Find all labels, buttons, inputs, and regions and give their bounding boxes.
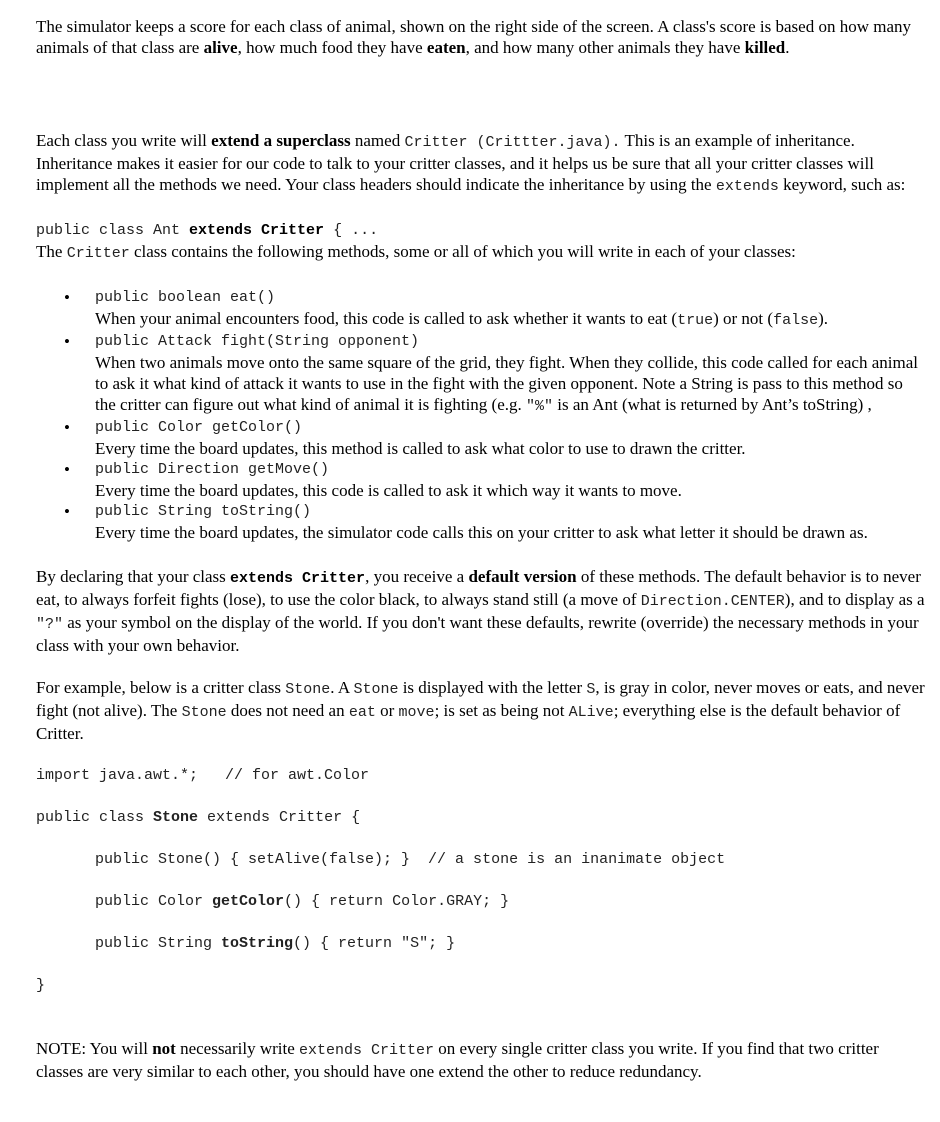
bold-alive: alive bbox=[203, 38, 238, 57]
stone-paragraph: For example, below is a critter class Stone. A Stone is displayed with the letter S, is gray in color, never moves or eats, and never fight (not alive). The Stone does not need an eat or move; is set as being not ALive; everything else is the default behavior of Critter. bbox=[36, 678, 925, 743]
note-paragraph: NOTE: You will not necessarily write extends Critter on every single critter class you write. If you find that two critter classes are very similar to each other, you should have one extend the other to reduce redundancy. bbox=[36, 1039, 879, 1081]
code: public class Ant bbox=[36, 222, 190, 239]
method-signature: public String toString() bbox=[95, 503, 312, 520]
text: , how much food they have bbox=[237, 38, 427, 57]
code-question: "?" bbox=[36, 616, 64, 633]
inheritance-paragraph bbox=[36, 130, 926, 197]
code-true: true bbox=[677, 312, 714, 329]
code-line-close: } bbox=[36, 977, 46, 994]
method-description: Every time the board updates, the simulator code calls this on your critter to ask what letter it should be drawn as. bbox=[95, 523, 868, 542]
code-line-constructor: public Stone() { setAlive(false); } // a stone is an inanimate object bbox=[95, 851, 726, 868]
code-line-class: public class Stone extends Critter { bbox=[36, 809, 361, 826]
code-critter: Critter bbox=[66, 245, 130, 262]
code-extends: extends bbox=[715, 178, 779, 195]
text: keyword, such as: bbox=[778, 175, 906, 194]
list-item bbox=[36, 287, 926, 331]
text: , and how many other animals they have bbox=[465, 38, 745, 57]
text: class contains the following methods, some or all of which you will write in each of your classes: bbox=[129, 242, 796, 261]
document bbox=[36, 16, 926, 1082]
code-bold: extends Critter bbox=[189, 222, 325, 239]
text: . bbox=[785, 38, 790, 57]
method-description: When your animal encounters food, this code is called to ask whether it wants to eat (true) or not (false). bbox=[95, 309, 828, 329]
bold-killed: killed bbox=[744, 38, 786, 57]
stone-code-block bbox=[36, 765, 926, 996]
list-item bbox=[36, 417, 926, 459]
bold-not: not bbox=[152, 1039, 176, 1058]
list-item bbox=[36, 501, 926, 543]
method-signature: public Color getColor() bbox=[95, 419, 303, 436]
code-line-getcolor: public Color getColor() { return Color.GRAY; } bbox=[95, 893, 510, 910]
methods-intro bbox=[36, 241, 926, 264]
code-line-tostring: public String toString() { return "S"; } bbox=[95, 935, 456, 952]
code-critter-file: Critter (Crittter.java). bbox=[404, 134, 621, 151]
code-percent: "%" bbox=[526, 398, 554, 415]
code-direction-center: Direction.CENTER bbox=[640, 593, 785, 610]
bullet-icon: • bbox=[64, 418, 70, 437]
text: The simulator keeps a score for each class of animal, shown on the right side of the screen. A class's score is based on how many animals of that class are bbox=[36, 17, 912, 57]
text: The bbox=[36, 242, 67, 261]
bold-eaten: eaten bbox=[426, 38, 466, 57]
method-description: Every time the board updates, this code is called to ask it which way it wants to move. bbox=[95, 481, 682, 500]
bullet-icon: • bbox=[64, 288, 70, 307]
method-signature: public Direction getMove() bbox=[95, 461, 330, 478]
code: { ... bbox=[324, 222, 379, 239]
defaults-paragraph: By declaring that your class extends Critter, you receive a default version of these methods. The default behavior is to never eat, to always forfeit fights (lose), to use the color black, to always stand still (a move of Direction.CENTER), and to display as a "?" as your symbol on the display of the world. If you don't want these defaults, rewrite (override) the necessary methods in your class with your own behavior. bbox=[36, 567, 925, 655]
method-signature: public Attack fight(String opponent) bbox=[95, 333, 420, 350]
code-bold: extends Critter bbox=[230, 570, 366, 587]
code-line-import: import java.awt.*; // for awt.Color bbox=[36, 767, 370, 784]
bullet-icon: • bbox=[64, 502, 70, 521]
method-signature: public boolean eat() bbox=[95, 289, 276, 306]
text: This is an example of inheritance. Inheritance makes it easier for our code to talk to your critter classes, and it helps us be sure that all your critter classes will implement all the methods we need. Your class headers should indicate the inheritance by using the bbox=[36, 131, 874, 194]
text: named bbox=[350, 131, 405, 150]
text: Each class you write will bbox=[36, 131, 212, 150]
bold-extend-superclass: extend a superclass bbox=[211, 131, 351, 150]
method-description: Every time the board updates, this method is called to ask what color to use to drawn the critter. bbox=[95, 439, 746, 458]
bold-default-version: default version bbox=[468, 567, 577, 586]
example-class-header bbox=[36, 218, 926, 241]
bullet-icon: • bbox=[64, 460, 70, 479]
method-description: When two animals move onto the same square of the grid, they fight. When they collide, this code called for each animal to ask it what kind of attack it wants to use in the fight with the given opponent. Note a String is pass to this method so the critter can figure out what kind of animal it is fighting (e.g. "%" is an Ant (what is returned by Ant’s toString) , bbox=[95, 353, 918, 415]
code-false: false bbox=[773, 312, 819, 329]
list-item bbox=[36, 331, 926, 417]
score-paragraph bbox=[36, 16, 926, 58]
code-extends-critter: extends Critter bbox=[299, 1042, 435, 1059]
bullet-icon: • bbox=[64, 332, 70, 351]
methods-list bbox=[36, 287, 926, 543]
list-item bbox=[36, 459, 926, 501]
